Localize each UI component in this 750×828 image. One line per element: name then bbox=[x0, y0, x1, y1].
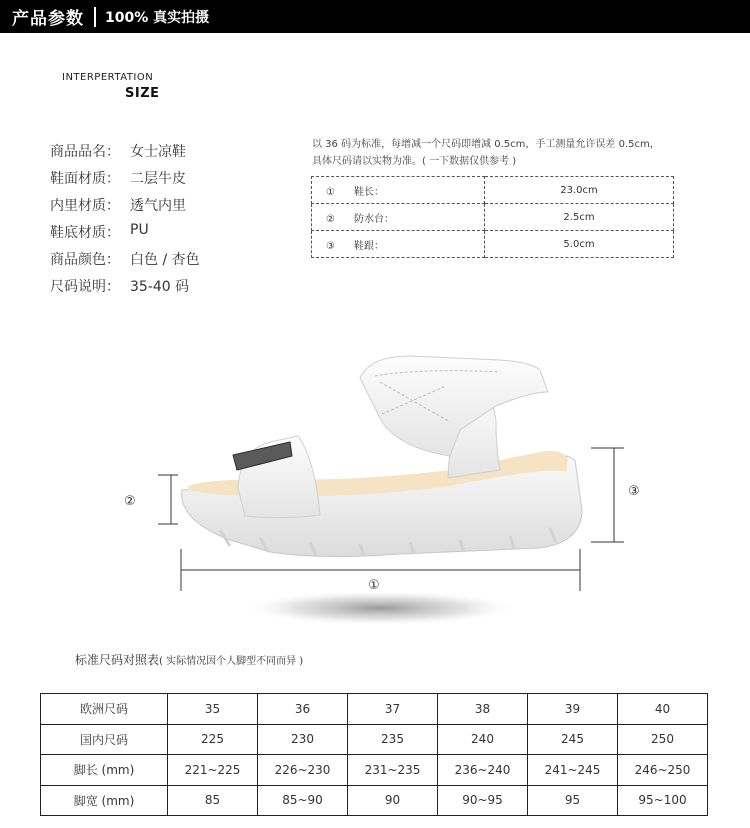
measurement-value: 5.0cm bbox=[485, 231, 674, 258]
table-cell: 240 bbox=[438, 724, 528, 755]
table-cell: 235 bbox=[348, 724, 438, 755]
platform-marker: ② bbox=[124, 494, 136, 509]
table-cell: 35 bbox=[168, 694, 258, 725]
measurement-value: 23.0cm bbox=[485, 177, 674, 204]
info-label: 内里材质： bbox=[50, 198, 120, 214]
interpretation-label: INTERPERTATION bbox=[62, 72, 154, 83]
info-value: 35-40 码 bbox=[130, 279, 190, 295]
table-cell: 246~250 bbox=[618, 755, 708, 786]
size-chart-note: ( 实际情况因个人脚型不同而异 ) bbox=[159, 656, 304, 667]
measurement-label: 鞋长： bbox=[354, 186, 384, 198]
table-cell: 36 bbox=[258, 694, 348, 725]
table-cell: 85 bbox=[168, 785, 258, 816]
table-row bbox=[41, 755, 708, 786]
table-cell: 95~100 bbox=[618, 785, 708, 816]
size-chart-heading: 标准尺码对照表 bbox=[75, 653, 160, 667]
table-cell: 85~90 bbox=[258, 785, 348, 816]
table-row bbox=[41, 785, 708, 816]
measurement-number: ② bbox=[326, 213, 335, 225]
table-cell: 37 bbox=[348, 694, 438, 725]
measurement-label: 防水台： bbox=[354, 213, 394, 225]
table-row bbox=[41, 694, 708, 725]
table-cell: 221~225 bbox=[168, 755, 258, 786]
table-cell: 236~240 bbox=[438, 755, 528, 786]
measurement-note-line1: 以 36 码为标准，每增减一个尺码即增减 0.5cm，手工测量允许误差 0.5cm， bbox=[312, 139, 660, 150]
info-label: 尺码说明： bbox=[50, 279, 120, 295]
size-chart-title bbox=[75, 651, 303, 668]
row-header: 欧洲尺码 bbox=[41, 694, 168, 725]
table-cell: 95 bbox=[528, 785, 618, 816]
row-header: 脚宽 (mm) bbox=[41, 785, 168, 816]
table-cell: 90 bbox=[348, 785, 438, 816]
heel-marker: ③ bbox=[628, 484, 640, 499]
table-cell: 250 bbox=[618, 724, 708, 755]
header-subtitle: 100% 真实拍摄 bbox=[105, 9, 210, 26]
size-heading: SIZE bbox=[125, 86, 160, 101]
size-chart-table bbox=[40, 693, 708, 816]
info-label: 商品颜色： bbox=[50, 252, 120, 268]
measurement-label: 鞋跟： bbox=[354, 240, 384, 252]
table-cell: 225 bbox=[168, 724, 258, 755]
info-value: 白色 / 杏色 bbox=[130, 252, 200, 268]
measurement-value: 2.5cm bbox=[485, 204, 674, 231]
measurement-number: ① bbox=[326, 186, 335, 198]
info-value: 二层牛皮 bbox=[130, 171, 186, 187]
info-label: 商品品名： bbox=[50, 144, 120, 160]
table-cell: 245 bbox=[528, 724, 618, 755]
measurement-note-line2: 具体尺码请以实物为准。( 一下数据仅供参考 ) bbox=[312, 156, 517, 167]
info-value: 女士凉鞋 bbox=[130, 144, 186, 160]
table-cell: 226~230 bbox=[258, 755, 348, 786]
length-marker: ① bbox=[368, 578, 380, 593]
row-header: 脚长 (mm) bbox=[41, 755, 168, 786]
table-cell: 230 bbox=[258, 724, 348, 755]
row-header: 国内尺码 bbox=[41, 724, 168, 755]
info-label: 鞋底材质： bbox=[50, 225, 120, 241]
table-cell: 241~245 bbox=[528, 755, 618, 786]
info-value: 透气内里 bbox=[130, 198, 186, 214]
table-row bbox=[41, 724, 708, 755]
header-title: 产品参数 bbox=[12, 9, 84, 29]
table-cell: 90~95 bbox=[438, 785, 528, 816]
table-cell: 40 bbox=[618, 694, 708, 725]
table-cell: 231~235 bbox=[348, 755, 438, 786]
info-value: PU bbox=[130, 222, 149, 238]
table-cell: 39 bbox=[528, 694, 618, 725]
info-label: 鞋面材质： bbox=[50, 171, 120, 187]
table-cell: 38 bbox=[438, 694, 528, 725]
measurement-number: ③ bbox=[326, 240, 335, 252]
